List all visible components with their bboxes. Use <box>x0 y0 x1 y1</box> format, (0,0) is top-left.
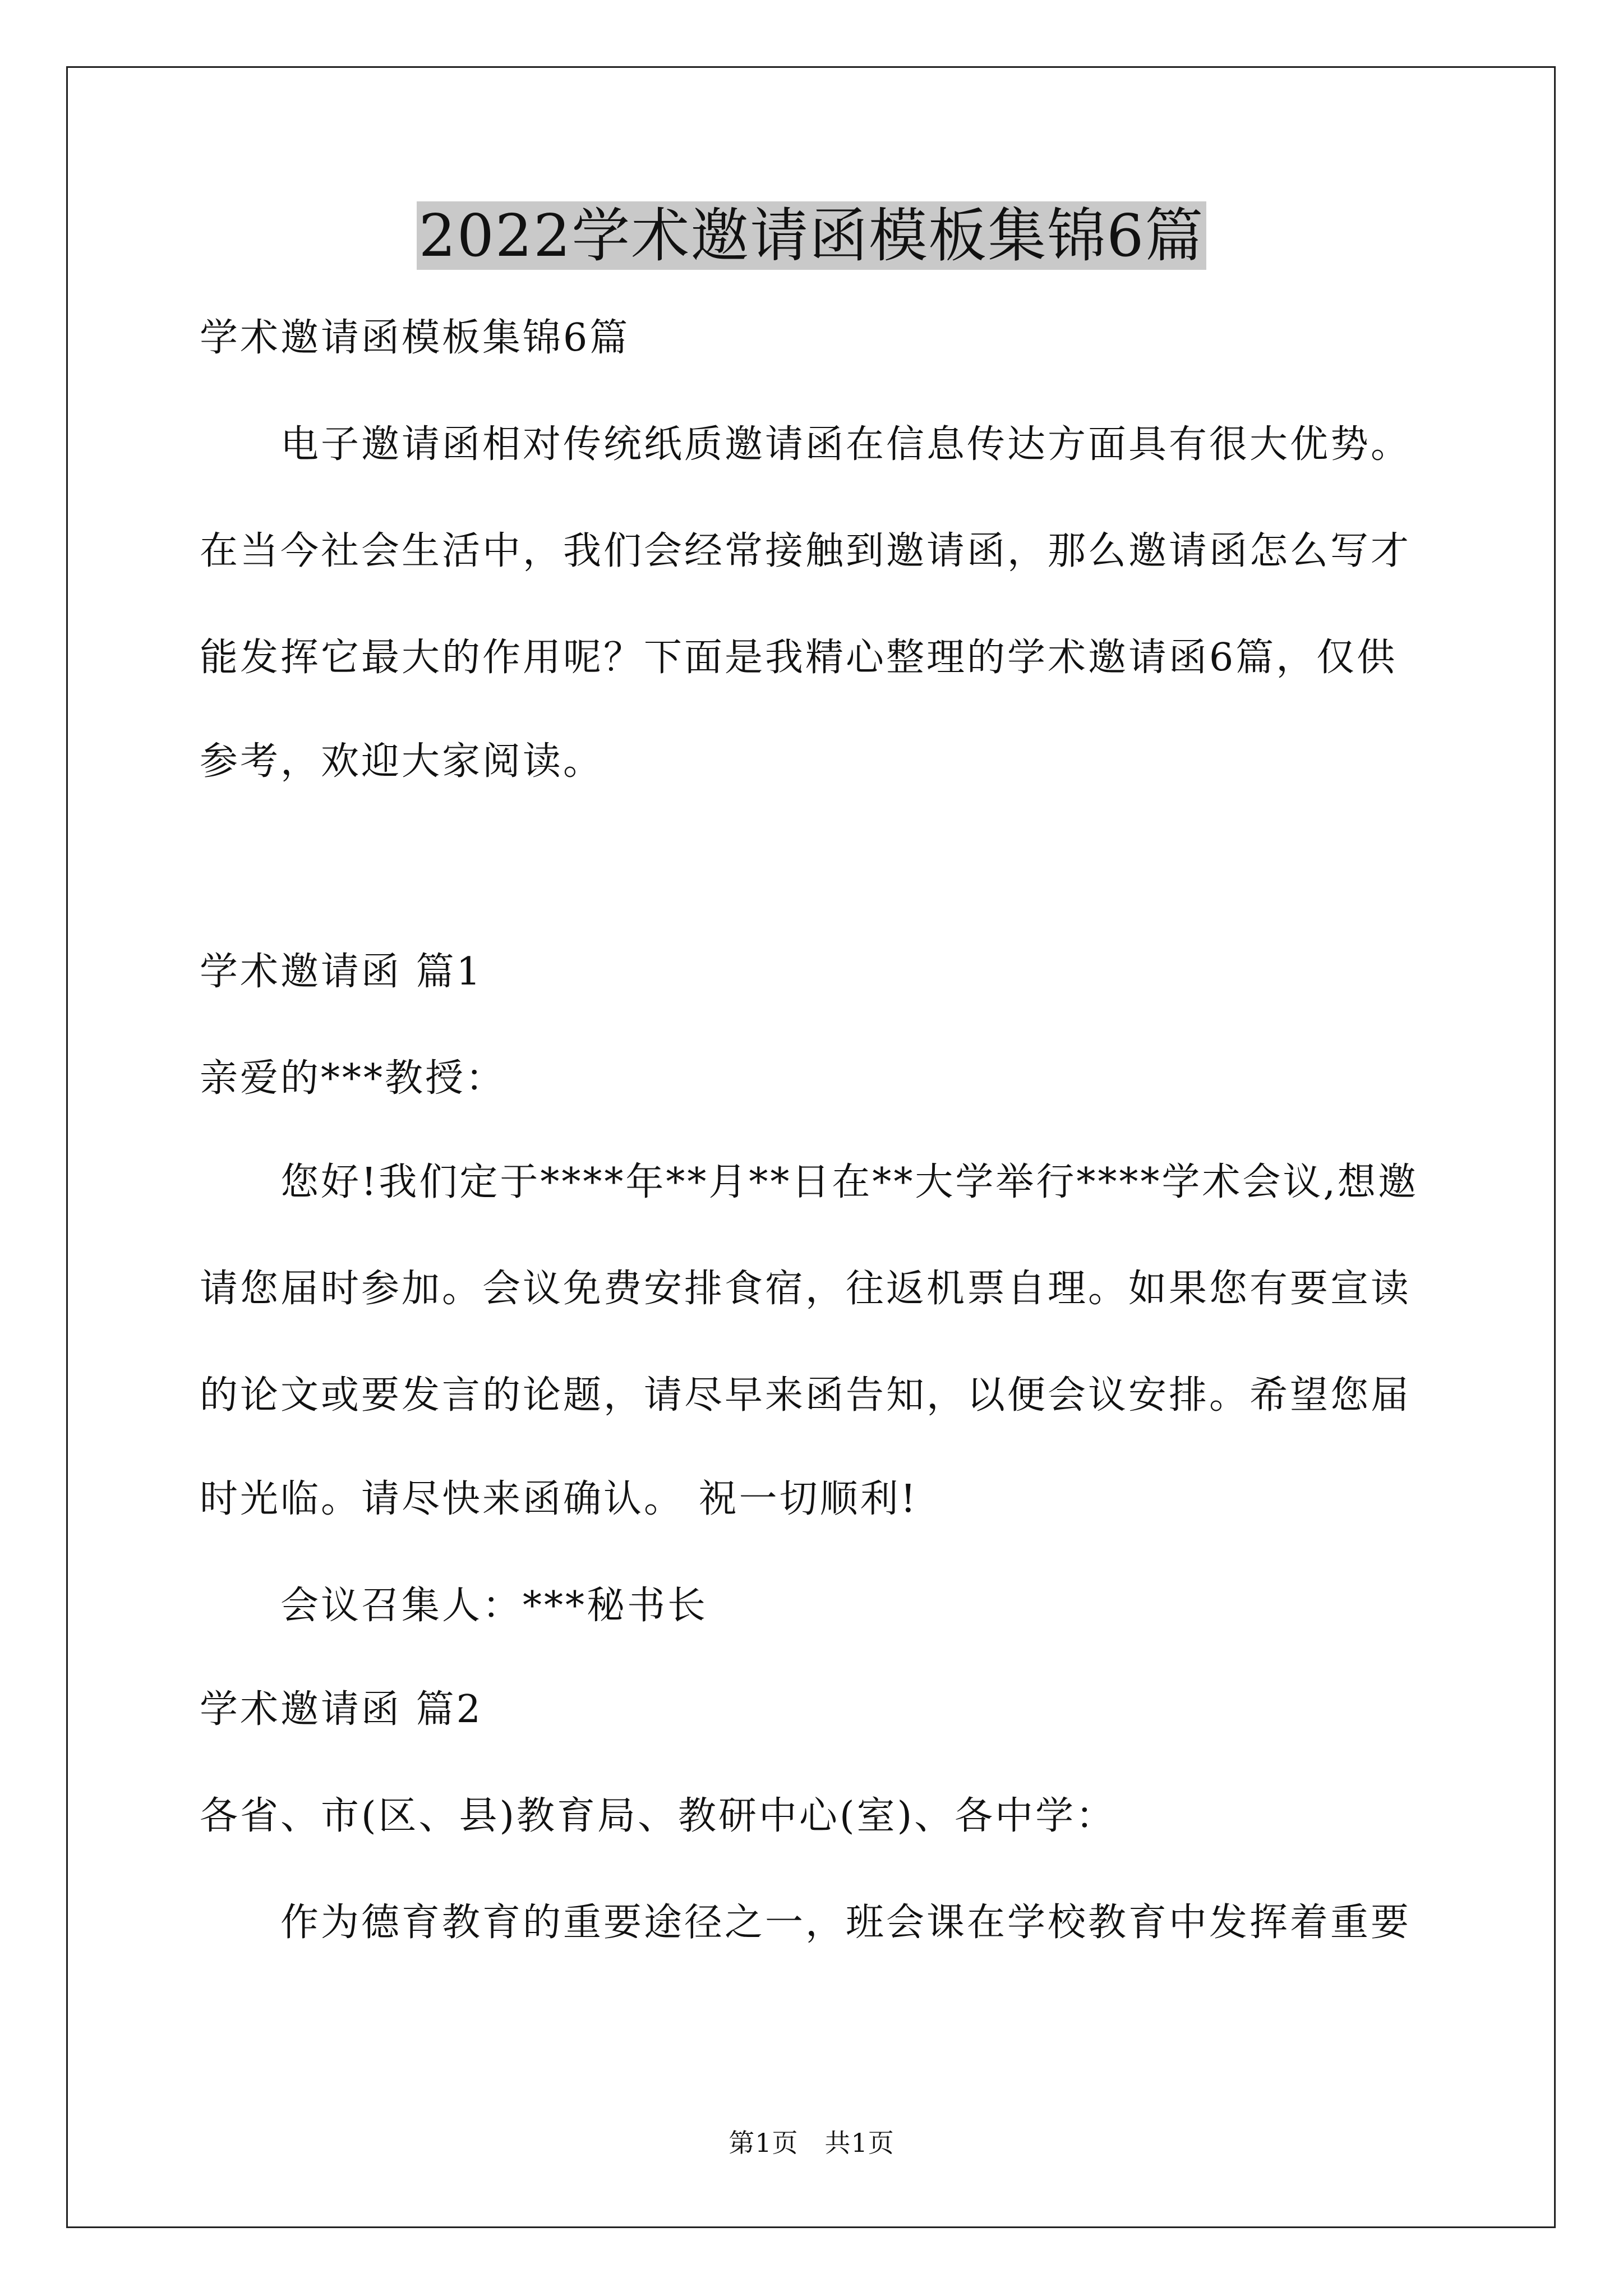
section-1-body-line-4: 时光临。请尽快来函确认。 祝一切顺利! <box>200 1477 918 1521</box>
intro-line-1: 电子邀请函相对传统纸质邀请函在信息传达方面具有很大优势。 <box>280 422 1412 467</box>
section-1-heading: 学术邀请函 篇1 <box>200 950 483 994</box>
section-1-body-line-3: 的论文或要发言的论题，请尽早来函告知，以便会议安排。希望您届 <box>200 1373 1412 1418</box>
intro-line-2: 在当今社会生活中，我们会经常接触到邀请函，那么邀请函怎么写才 <box>200 529 1412 573</box>
section-1-body-line-1: 您好!我们定于****年**月**日在**大学举行****学术会议,想邀 <box>280 1160 1418 1204</box>
section-2-salutation: 各省、市(区、县)教育局、教研中心(室)、各中学： <box>200 1794 1117 1838</box>
section-1-body-line-2: 请您届时参加。会议免费安排食宿，往返机票自理。如果您有要宣读 <box>200 1267 1412 1311</box>
section-2-heading: 学术邀请函 篇2 <box>200 1687 483 1732</box>
intro-line-3: 能发挥它最大的作用呢？下面是我精心整理的学术邀请函6篇，仅供 <box>200 636 1398 680</box>
section-1-signature: 会议召集人：***秘书长 <box>280 1584 708 1628</box>
document-title-text: 2022学术邀请函模板集锦6篇 <box>417 201 1207 270</box>
section-1-salutation: 亲爱的***教授： <box>200 1056 506 1101</box>
intro-line-4: 参考，欢迎大家阅读。 <box>200 739 604 784</box>
document-title <box>0 196 1623 275</box>
section-2-body-line-1: 作为德育教育的重要途径之一，班会课在学校教育中发挥着重要 <box>280 1901 1412 1945</box>
document-subtitle: 学术邀请函模板集锦6篇 <box>200 316 630 360</box>
page-footer: 第1页 共1页 <box>728 2128 895 2158</box>
